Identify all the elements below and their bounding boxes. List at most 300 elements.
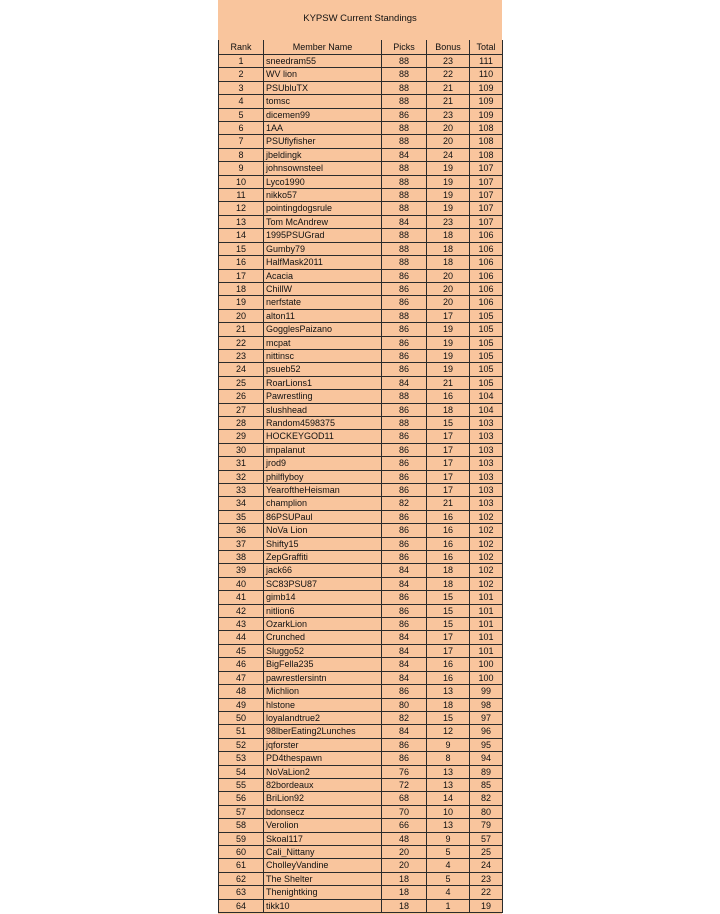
member-name-cell: WV lion <box>264 68 382 81</box>
picks-cell: 86 <box>382 269 427 282</box>
table-row <box>219 886 503 899</box>
picks-cell: 72 <box>382 778 427 791</box>
bonus-cell: 15 <box>427 604 470 617</box>
member-name-cell: Acacia <box>264 269 382 282</box>
picks-cell: 86 <box>382 470 427 483</box>
picks-cell: 20 <box>382 859 427 872</box>
picks-cell: 84 <box>382 148 427 161</box>
table-row <box>219 711 503 724</box>
bonus-cell: 5 <box>427 872 470 885</box>
picks-cell: 86 <box>382 537 427 550</box>
picks-cell: 88 <box>382 242 427 255</box>
member-name-cell: Skoal117 <box>264 832 382 845</box>
bonus-cell: 21 <box>427 497 470 510</box>
table-row <box>219 148 503 161</box>
member-name-cell: nerfstate <box>264 296 382 309</box>
member-name-cell: HOCKEYGOD11 <box>264 430 382 443</box>
member-name-cell: Lyco1990 <box>264 175 382 188</box>
member-name-cell: Random4598375 <box>264 416 382 429</box>
column-header-bonus: Bonus <box>427 40 470 55</box>
member-name-cell: PSUbluTX <box>264 81 382 94</box>
table-row <box>219 725 503 738</box>
picks-cell: 86 <box>382 685 427 698</box>
bonus-cell: 19 <box>427 323 470 336</box>
rank-cell: 51 <box>219 725 264 738</box>
picks-cell: 88 <box>382 55 427 68</box>
member-name-cell: bdonsecz <box>264 805 382 818</box>
bonus-cell: 19 <box>427 162 470 175</box>
total-cell: 109 <box>470 81 503 94</box>
bonus-cell: 15 <box>427 711 470 724</box>
bonus-cell: 12 <box>427 725 470 738</box>
rank-cell: 64 <box>219 899 264 912</box>
bonus-cell: 16 <box>427 537 470 550</box>
column-header-picks: Picks <box>382 40 427 55</box>
rank-cell: 3 <box>219 81 264 94</box>
picks-cell: 20 <box>382 845 427 858</box>
total-cell: 102 <box>470 577 503 590</box>
total-cell: 106 <box>470 282 503 295</box>
rank-cell: 52 <box>219 738 264 751</box>
picks-cell: 48 <box>382 832 427 845</box>
rank-cell: 18 <box>219 282 264 295</box>
rank-cell: 1 <box>219 55 264 68</box>
table-row <box>219 443 503 456</box>
table-row <box>219 671 503 684</box>
total-cell: 106 <box>470 229 503 242</box>
table-row <box>219 229 503 242</box>
picks-cell: 86 <box>382 551 427 564</box>
total-cell: 82 <box>470 792 503 805</box>
rank-cell: 23 <box>219 349 264 362</box>
member-name-cell: BigFella235 <box>264 658 382 671</box>
table-row <box>219 122 503 135</box>
bonus-cell: 13 <box>427 685 470 698</box>
total-cell: 106 <box>470 269 503 282</box>
bonus-cell: 19 <box>427 202 470 215</box>
member-name-cell: Thenightking <box>264 886 382 899</box>
rank-cell: 32 <box>219 470 264 483</box>
bonus-cell: 19 <box>427 349 470 362</box>
rank-cell: 4 <box>219 95 264 108</box>
member-name-cell: ZepGraffiti <box>264 551 382 564</box>
total-cell: 25 <box>470 845 503 858</box>
bonus-cell: 16 <box>427 551 470 564</box>
rank-cell: 25 <box>219 376 264 389</box>
picks-cell: 88 <box>382 135 427 148</box>
standings-body <box>219 55 503 913</box>
picks-cell: 86 <box>382 108 427 121</box>
member-name-cell: Sluggo52 <box>264 644 382 657</box>
picks-cell: 86 <box>382 618 427 631</box>
bonus-cell: 23 <box>427 215 470 228</box>
bonus-cell: 5 <box>427 845 470 858</box>
bonus-cell: 23 <box>427 108 470 121</box>
bonus-cell: 8 <box>427 752 470 765</box>
total-cell: 105 <box>470 336 503 349</box>
total-cell: 89 <box>470 765 503 778</box>
table-row <box>219 162 503 175</box>
bonus-cell: 20 <box>427 296 470 309</box>
table-row <box>219 390 503 403</box>
bonus-cell: 17 <box>427 644 470 657</box>
rank-cell: 49 <box>219 698 264 711</box>
total-cell: 104 <box>470 390 503 403</box>
table-row <box>219 55 503 68</box>
member-name-cell: Michlion <box>264 685 382 698</box>
member-name-cell: NoVa Lion <box>264 524 382 537</box>
total-cell: 103 <box>470 497 503 510</box>
bonus-cell: 18 <box>427 242 470 255</box>
picks-cell: 84 <box>382 577 427 590</box>
bonus-cell: 4 <box>427 859 470 872</box>
member-name-cell: mcpat <box>264 336 382 349</box>
member-name-cell: pawrestlersintn <box>264 671 382 684</box>
rank-cell: 43 <box>219 618 264 631</box>
member-name-cell: 86PSUPaul <box>264 510 382 523</box>
total-cell: 102 <box>470 564 503 577</box>
picks-cell: 88 <box>382 390 427 403</box>
member-name-cell: Gumby79 <box>264 242 382 255</box>
picks-cell: 86 <box>382 752 427 765</box>
total-cell: 111 <box>470 55 503 68</box>
total-cell: 110 <box>470 68 503 81</box>
total-cell: 107 <box>470 162 503 175</box>
member-name-cell: PD4thespawn <box>264 752 382 765</box>
picks-cell: 68 <box>382 792 427 805</box>
picks-cell: 84 <box>382 631 427 644</box>
bonus-cell: 23 <box>427 55 470 68</box>
table-row <box>219 363 503 376</box>
total-cell: 103 <box>470 470 503 483</box>
rank-cell: 6 <box>219 122 264 135</box>
bonus-cell: 19 <box>427 189 470 202</box>
total-cell: 24 <box>470 859 503 872</box>
member-name-cell: jbeldingk <box>264 148 382 161</box>
total-cell: 57 <box>470 832 503 845</box>
member-name-cell: hlstone <box>264 698 382 711</box>
rank-cell: 7 <box>219 135 264 148</box>
rank-cell: 59 <box>219 832 264 845</box>
member-name-cell: Pawrestling <box>264 390 382 403</box>
rank-cell: 10 <box>219 175 264 188</box>
member-name-cell: Cali_Nittany <box>264 845 382 858</box>
rank-cell: 30 <box>219 443 264 456</box>
rank-cell: 33 <box>219 484 264 497</box>
total-cell: 95 <box>470 738 503 751</box>
bonus-cell: 17 <box>427 443 470 456</box>
bonus-cell: 16 <box>427 390 470 403</box>
bonus-cell: 17 <box>427 430 470 443</box>
picks-cell: 88 <box>382 122 427 135</box>
table-row <box>219 658 503 671</box>
member-name-cell: CholleyVandine <box>264 859 382 872</box>
bonus-cell: 15 <box>427 416 470 429</box>
rank-cell: 38 <box>219 551 264 564</box>
member-name-cell: dicemen99 <box>264 108 382 121</box>
table-row <box>219 551 503 564</box>
bonus-cell: 18 <box>427 229 470 242</box>
bonus-cell: 18 <box>427 564 470 577</box>
rank-cell: 19 <box>219 296 264 309</box>
picks-cell: 86 <box>382 296 427 309</box>
table-row <box>219 81 503 94</box>
table-row <box>219 685 503 698</box>
column-header-total: Total <box>470 40 503 55</box>
table-row <box>219 242 503 255</box>
table-row <box>219 618 503 631</box>
total-cell: 103 <box>470 430 503 443</box>
bonus-cell: 16 <box>427 510 470 523</box>
picks-cell: 84 <box>382 376 427 389</box>
total-cell: 101 <box>470 644 503 657</box>
table-row <box>219 805 503 818</box>
member-name-cell: Verolion <box>264 819 382 832</box>
rank-cell: 44 <box>219 631 264 644</box>
table-row <box>219 819 503 832</box>
bonus-cell: 16 <box>427 524 470 537</box>
table-row <box>219 282 503 295</box>
rank-cell: 55 <box>219 778 264 791</box>
table-row <box>219 416 503 429</box>
total-cell: 108 <box>470 148 503 161</box>
table-row <box>219 470 503 483</box>
bonus-cell: 17 <box>427 631 470 644</box>
table-row <box>219 256 503 269</box>
table-row <box>219 537 503 550</box>
picks-cell: 86 <box>382 336 427 349</box>
rank-cell: 46 <box>219 658 264 671</box>
table-row <box>219 484 503 497</box>
member-name-cell: jrod9 <box>264 457 382 470</box>
total-cell: 97 <box>470 711 503 724</box>
rank-cell: 5 <box>219 108 264 121</box>
bonus-cell: 13 <box>427 819 470 832</box>
picks-cell: 88 <box>382 95 427 108</box>
bonus-cell: 20 <box>427 282 470 295</box>
picks-cell: 18 <box>382 886 427 899</box>
bonus-cell: 18 <box>427 577 470 590</box>
member-name-cell: gimb14 <box>264 591 382 604</box>
table-row <box>219 738 503 751</box>
rank-cell: 34 <box>219 497 264 510</box>
bonus-cell: 20 <box>427 269 470 282</box>
picks-cell: 84 <box>382 564 427 577</box>
bonus-cell: 22 <box>427 68 470 81</box>
bonus-cell: 19 <box>427 363 470 376</box>
member-name-cell: BriLion92 <box>264 792 382 805</box>
picks-cell: 88 <box>382 189 427 202</box>
total-cell: 102 <box>470 537 503 550</box>
bonus-cell: 14 <box>427 792 470 805</box>
bonus-cell: 18 <box>427 403 470 416</box>
total-cell: 102 <box>470 510 503 523</box>
member-name-cell: NoVaLion2 <box>264 765 382 778</box>
table-row <box>219 564 503 577</box>
total-cell: 19 <box>470 899 503 912</box>
picks-cell: 88 <box>382 68 427 81</box>
picks-cell: 84 <box>382 215 427 228</box>
total-cell: 104 <box>470 403 503 416</box>
table-row <box>219 349 503 362</box>
picks-cell: 66 <box>382 819 427 832</box>
rank-cell: 15 <box>219 242 264 255</box>
picks-cell: 88 <box>382 309 427 322</box>
total-cell: 105 <box>470 349 503 362</box>
table-row <box>219 859 503 872</box>
rank-cell: 60 <box>219 845 264 858</box>
picks-cell: 88 <box>382 81 427 94</box>
rank-cell: 22 <box>219 336 264 349</box>
rank-cell: 16 <box>219 256 264 269</box>
rank-cell: 26 <box>219 390 264 403</box>
table-row <box>219 604 503 617</box>
picks-cell: 18 <box>382 872 427 885</box>
bonus-cell: 16 <box>427 671 470 684</box>
member-name-cell: 82bordeaux <box>264 778 382 791</box>
rank-cell: 48 <box>219 685 264 698</box>
bonus-cell: 20 <box>427 135 470 148</box>
picks-cell: 76 <box>382 765 427 778</box>
table-row <box>219 510 503 523</box>
rank-cell: 56 <box>219 792 264 805</box>
picks-cell: 88 <box>382 175 427 188</box>
rank-cell: 39 <box>219 564 264 577</box>
picks-cell: 84 <box>382 725 427 738</box>
picks-cell: 88 <box>382 162 427 175</box>
table-row <box>219 845 503 858</box>
table-row <box>219 215 503 228</box>
bonus-cell: 19 <box>427 175 470 188</box>
member-name-cell: 1995PSUGrad <box>264 229 382 242</box>
picks-cell: 70 <box>382 805 427 818</box>
member-name-cell: tikk10 <box>264 899 382 912</box>
bonus-cell: 17 <box>427 457 470 470</box>
bonus-cell: 4 <box>427 886 470 899</box>
total-cell: 105 <box>470 376 503 389</box>
picks-cell: 86 <box>382 524 427 537</box>
rank-cell: 62 <box>219 872 264 885</box>
total-cell: 101 <box>470 618 503 631</box>
member-name-cell: SC83PSU87 <box>264 577 382 590</box>
bonus-cell: 21 <box>427 95 470 108</box>
rank-cell: 20 <box>219 309 264 322</box>
standings-table <box>218 40 503 913</box>
picks-cell: 86 <box>382 430 427 443</box>
rank-cell: 47 <box>219 671 264 684</box>
bonus-cell: 18 <box>427 256 470 269</box>
rank-cell: 28 <box>219 416 264 429</box>
member-name-cell: nikko57 <box>264 189 382 202</box>
picks-cell: 86 <box>382 443 427 456</box>
total-cell: 107 <box>470 202 503 215</box>
picks-cell: 86 <box>382 484 427 497</box>
rank-cell: 14 <box>219 229 264 242</box>
member-name-cell: johnsownsteel <box>264 162 382 175</box>
rank-cell: 21 <box>219 323 264 336</box>
total-cell: 106 <box>470 256 503 269</box>
bonus-cell: 20 <box>427 122 470 135</box>
bonus-cell: 9 <box>427 832 470 845</box>
table-row <box>219 457 503 470</box>
member-name-cell: 98lberEating2Lunches <box>264 725 382 738</box>
rank-cell: 42 <box>219 604 264 617</box>
total-cell: 103 <box>470 443 503 456</box>
bonus-cell: 15 <box>427 618 470 631</box>
total-cell: 107 <box>470 215 503 228</box>
member-name-cell: pointingdogsrule <box>264 202 382 215</box>
picks-cell: 86 <box>382 349 427 362</box>
picks-cell: 86 <box>382 510 427 523</box>
rank-cell: 8 <box>219 148 264 161</box>
member-name-cell: YearoftheHeisman <box>264 484 382 497</box>
total-cell: 101 <box>470 631 503 644</box>
table-row <box>219 336 503 349</box>
bonus-cell: 10 <box>427 805 470 818</box>
bonus-cell: 13 <box>427 765 470 778</box>
rank-cell: 37 <box>219 537 264 550</box>
total-cell: 94 <box>470 752 503 765</box>
bonus-cell: 18 <box>427 698 470 711</box>
member-name-cell: ChillW <box>264 282 382 295</box>
total-cell: 99 <box>470 685 503 698</box>
table-row <box>219 376 503 389</box>
table-row <box>219 792 503 805</box>
rank-cell: 63 <box>219 886 264 899</box>
member-name-cell: PSUflyfisher <box>264 135 382 148</box>
rank-cell: 27 <box>219 403 264 416</box>
table-row <box>219 752 503 765</box>
member-name-cell: sneedram55 <box>264 55 382 68</box>
picks-cell: 18 <box>382 899 427 912</box>
member-name-cell: Tom McAndrew <box>264 215 382 228</box>
table-row <box>219 430 503 443</box>
table-row <box>219 631 503 644</box>
total-cell: 107 <box>470 175 503 188</box>
bonus-cell: 9 <box>427 738 470 751</box>
total-cell: 101 <box>470 591 503 604</box>
rank-cell: 58 <box>219 819 264 832</box>
picks-cell: 84 <box>382 644 427 657</box>
rank-cell: 9 <box>219 162 264 175</box>
table-row <box>219 309 503 322</box>
column-header-member-name: Member Name <box>264 40 382 55</box>
picks-cell: 88 <box>382 229 427 242</box>
member-name-cell: slushhead <box>264 403 382 416</box>
rank-cell: 35 <box>219 510 264 523</box>
bonus-cell: 24 <box>427 148 470 161</box>
total-cell: 105 <box>470 323 503 336</box>
table-row <box>219 189 503 202</box>
total-cell: 85 <box>470 778 503 791</box>
column-header-rank: Rank <box>219 40 264 55</box>
member-name-cell: nittinsc <box>264 349 382 362</box>
bonus-cell: 1 <box>427 899 470 912</box>
picks-cell: 84 <box>382 671 427 684</box>
member-name-cell: jqforster <box>264 738 382 751</box>
total-cell: 108 <box>470 122 503 135</box>
total-cell: 103 <box>470 457 503 470</box>
total-cell: 22 <box>470 886 503 899</box>
member-name-cell: HalfMask2011 <box>264 256 382 269</box>
picks-cell: 82 <box>382 711 427 724</box>
table-row <box>219 135 503 148</box>
picks-cell: 86 <box>382 403 427 416</box>
picks-cell: 88 <box>382 256 427 269</box>
picks-cell: 86 <box>382 323 427 336</box>
table-row <box>219 108 503 121</box>
total-cell: 105 <box>470 309 503 322</box>
